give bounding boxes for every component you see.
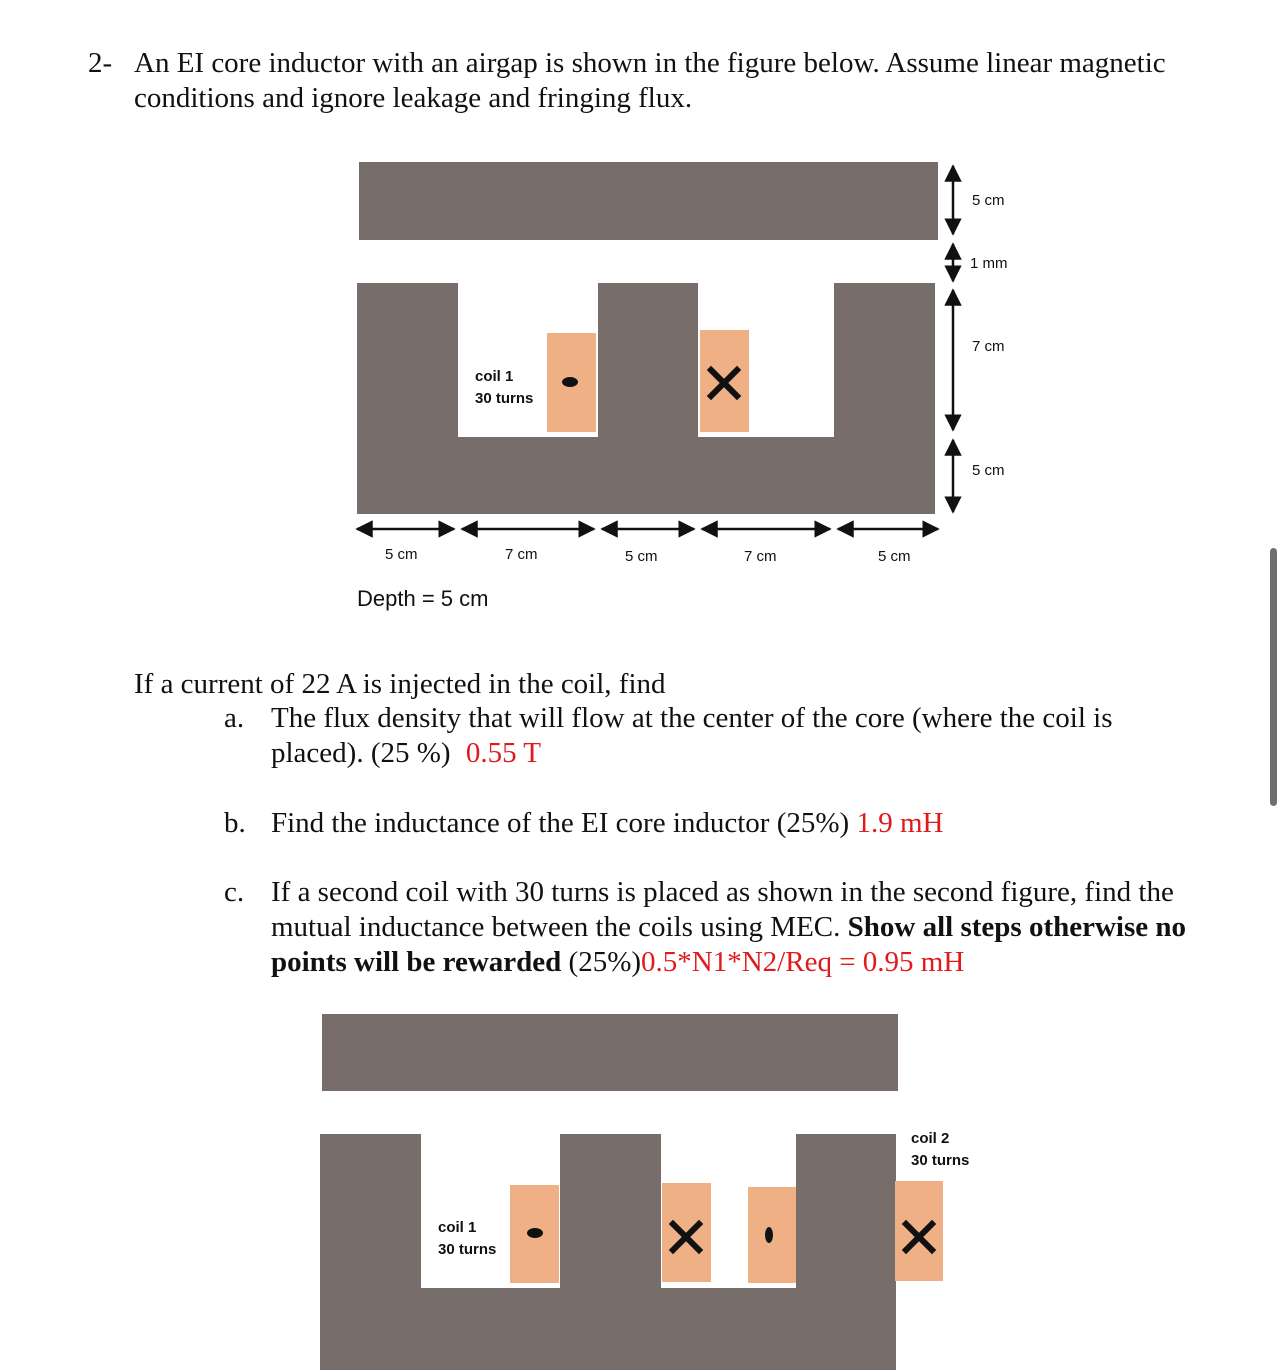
dim-right-top: 5 cm [972, 192, 1005, 209]
e-core-2 [320, 1134, 896, 1370]
part-c-text-bold: Show all steps otherwise no [847, 911, 1187, 943]
prompt-text: If a current of 22 A is injected in the coil, find [134, 668, 666, 700]
part-c-label: c. [224, 876, 245, 908]
part-a-text: placed). (25 %) [271, 737, 451, 769]
coil-1-name-fig2: coil 1 [438, 1219, 477, 1236]
question-line-1: An EI core inductor with an airgap is shown in the figure below. Assume linear magnetic [134, 47, 1166, 79]
vertical-scrollbar[interactable] [1270, 548, 1277, 806]
dim-bottom-5: 5 cm [878, 548, 911, 565]
dim-bottom-4: 7 cm [744, 548, 777, 565]
part-b-line [271, 806, 943, 841]
coil-1-name: coil 1 [475, 368, 514, 385]
coil-1-turns-fig2: 30 turns [438, 1241, 497, 1258]
part-c-line-2 [271, 910, 1186, 945]
coil-2-turns: 30 turns [911, 1152, 970, 1169]
i-bar [359, 162, 938, 240]
question-number: 2- [88, 47, 113, 79]
part-c-line-1: If a second coil with 30 turns is placed as shown in the second figure, find the [271, 876, 1174, 908]
coil-1-turns: 30 turns [475, 390, 534, 407]
part-c-line-3 [271, 945, 964, 980]
dim-right-gap: 1 mm [970, 255, 1008, 272]
dim-right-window: 7 cm [972, 338, 1005, 355]
part-b-text: Find the inductance of the EI core inductor (25%) [271, 807, 850, 839]
part-b-label: b. [224, 807, 246, 839]
part-c-text-plain: mutual inductance between the coils using MEC. [271, 911, 841, 943]
part-a-answer: 0.55 T [465, 737, 542, 769]
dim-bottom-3: 5 cm [625, 548, 658, 565]
part-b-answer: 1.9 mH [856, 807, 944, 839]
dot-marker-icon [562, 377, 578, 387]
part-c-text-weight: (25%) [568, 946, 642, 978]
coil-2-name: coil 2 [911, 1130, 950, 1147]
dim-bottom-2: 7 cm [505, 546, 538, 563]
part-c-text-bold-2: points will be rewarded [271, 946, 562, 978]
dim-right-bottom: 5 cm [972, 462, 1005, 479]
dot-marker-icon [765, 1227, 773, 1243]
dim-bottom-1: 5 cm [385, 546, 418, 563]
question-line-2: conditions and ignore leakage and fringing flux. [134, 82, 693, 114]
e-core [357, 283, 935, 514]
i-bar-2 [322, 1014, 898, 1091]
part-a-line-1: The flux density that will flow at the center of the core (where the coil is [271, 702, 1113, 734]
part-a-line-2 [271, 736, 541, 771]
coil-2-right-side [895, 1181, 943, 1281]
dot-marker-icon [527, 1228, 543, 1238]
part-a-label: a. [224, 702, 245, 734]
part-c-answer: 0.5*N1*N2/Req = 0.95 mH [641, 946, 965, 978]
depth-label: Depth = 5 cm [357, 586, 489, 611]
